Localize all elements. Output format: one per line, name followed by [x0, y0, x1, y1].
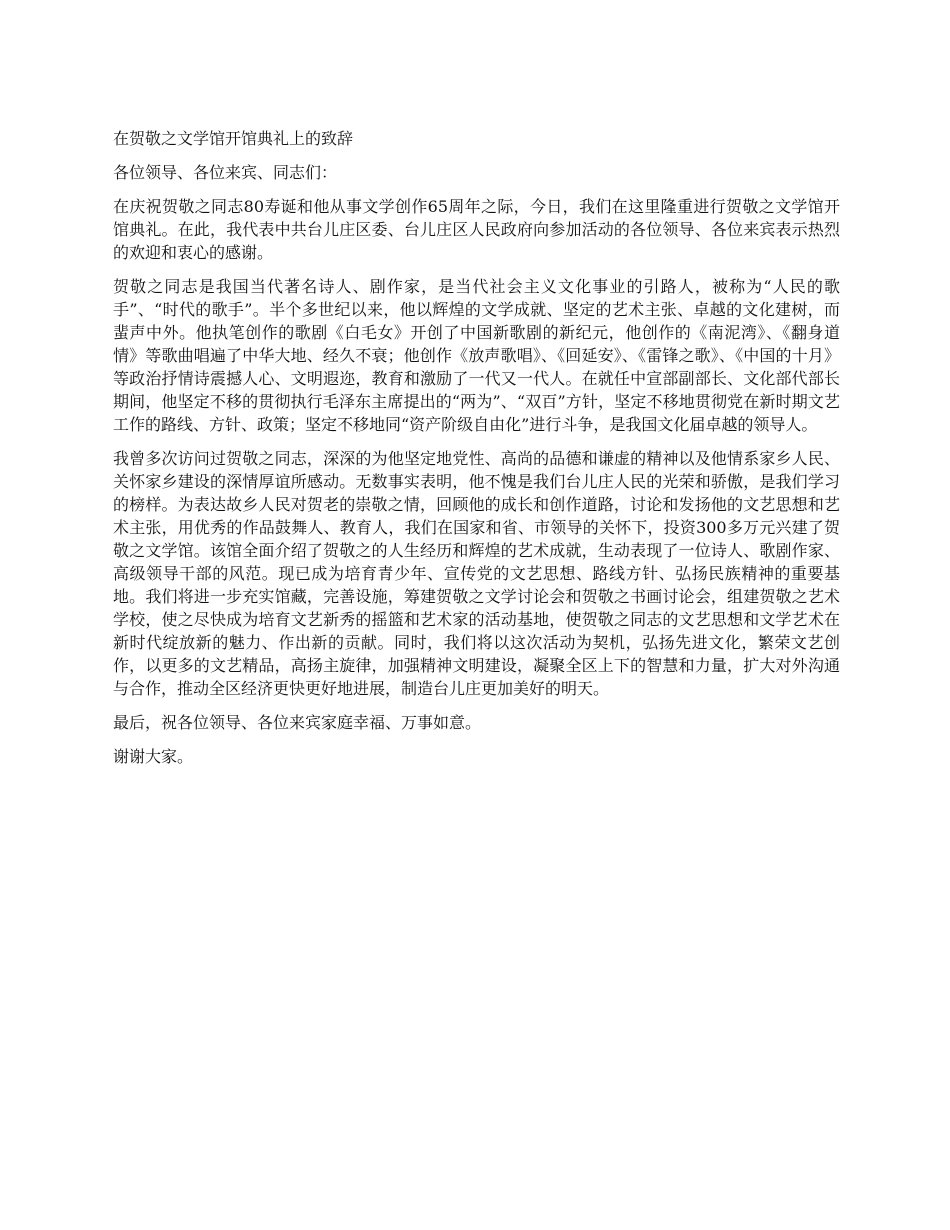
paragraph-thanks: 谢谢大家。	[113, 747, 194, 766]
document-body	[113, 127, 840, 779]
paragraph-literature-hall: 我曾多次访问过贺敬之同志，深深的为他坚定地党性、高尚的品德和谦虚的精神以及他情系家乡人民、关怀家乡建设的深情厚谊所感动。无数事实表明，他不愧是我们台儿庄人民的光荣和骄傲，是我们学习的榜样。为表达故乡人民对贺老的崇敬之情，回顾他的成长和创作道路，讨论和发扬他的文艺思想和艺术主张，用优秀的作品鼓舞人、教育人，我们在国家和省、市领导的关怀下，投资300多万元兴建了贺敬之文学馆。该馆全面介绍了贺敬之的人生经历和辉煌的艺术成就，生动表现了一位诗人、歌剧作家、高级领导干部的风范。现已成为培育青少年、宣传党的文艺思想、路线方针、弘扬民族精神的重要基地。我们将进一步充实馆藏，完善设施，筹建贺敬之文学讨论会和贺敬之书画讨论会，组建贺敬之艺术学校，使之尽快成为培育文艺新秀的摇篮和艺术家的活动基地，使贺敬之同志的文艺思想和文学艺术在新时代绽放新的魅力、作出新的贡献。同时，我们将以这次活动为契机，弘扬先进文化，繁荣文艺创作，以更多的文艺精品，高扬主旋律，加强精神文明建设，凝聚全区上下的智慧和力量，扩大对外沟通与合作，推动全区经济更快更好地进展，制造台儿庄更加美好的明天。	[113, 449, 840, 698]
paragraph-biography: 贺敬之同志是我国当代著名诗人、剧作家，是当代社会主义文化事业的引路人，被称为“人民的歌手”、“时代的歌手”。半个多世纪以来，他以辉煌的文学成就、坚定的艺术主张、卓越的文化建树，而蜚声中外。他执笔创作的歌剧《白毛女》开创了中国新歌剧的新纪元，他创作的《南泥湾》、《翻身道情》等歌曲唱遍了中华大地、经久不衰；他创作《放声歌唱》、《回延安》、《雷锋之歌》、《中国的十月》等政治抒情诗震撼人心、文明遐迩，教育和激励了一代又一代人。在就任中宣部副部长、文化部代部长期间，他坚定不移的贯彻执行毛泽东主席提出的“两为”、“双百”方针，坚定不移地贯彻党在新时期文艺工作的路线、方针、政策；坚定不移地同“资产阶级自由化”进行斗争，是我国文化届卓越的领导人。	[113, 277, 840, 434]
paragraph-wishes: 最后，祝各位领导、各位来宾家庭幸福、万事如意。	[113, 713, 482, 732]
document-title: 在贺敬之文学馆开馆典礼上的致辞	[113, 129, 354, 148]
paragraph-opening: 在庆祝贺敬之同志80寿诞和他从事文学创作65周年之际，今日，我们在这里隆重进行贺敬之文学馆开馆典礼。在此，我代表中共台儿庄区委、台儿庄区人民政府向参加活动的各位领导、各位来宾表示热烈的欢迎和衷心的感谢。	[113, 197, 840, 262]
salutation: 各位领导、各位来宾、同志们：	[113, 163, 338, 182]
